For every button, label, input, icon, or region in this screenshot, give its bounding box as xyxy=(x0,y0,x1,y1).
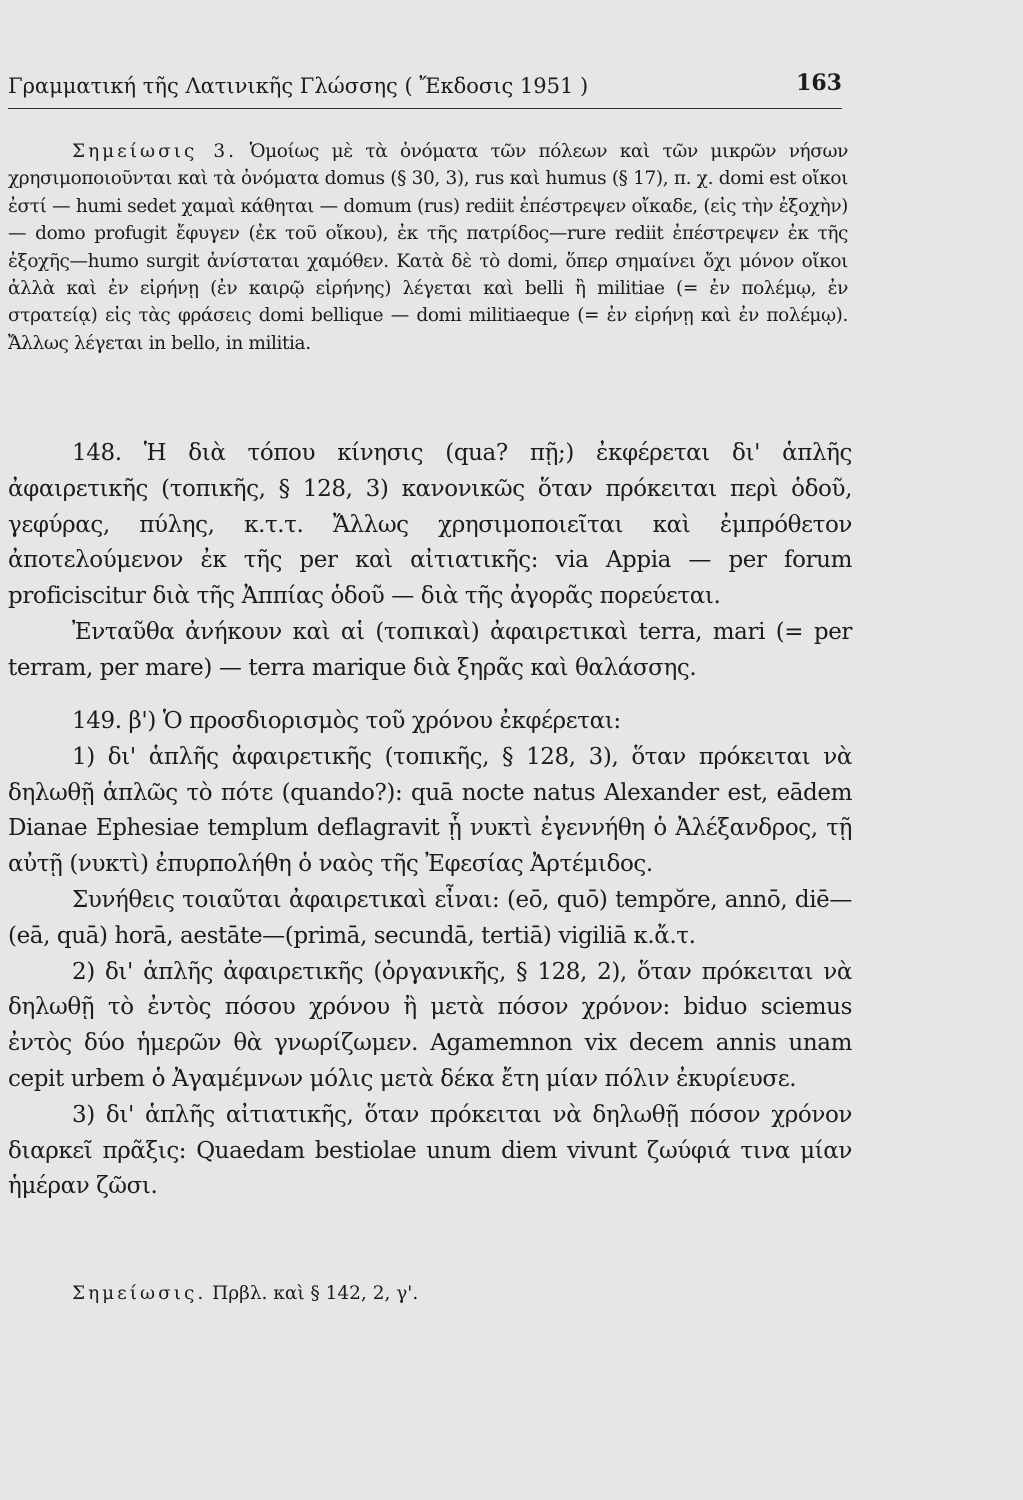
section-149-point-2: 2) δι' ἁπλῆς ἀφαιρετικῆς (ὀργανικῆς, § 128, 2), ὅταν πρόκειται νὰ δηλωθῇ τὸ ἐντὸς πόσου χρόνου ἢ μετὰ πόσον χρόνον: biduo sciemus ἐντὸς δύο ἡμερῶν θὰ γνωρίζωμεν. Agamemnon vix decem annis unam cepit urbem ὁ Ἀγαμέμνων μόλις μετὰ δέκα ἔτη μίαν πόλιν ἐκυρίευσε. xyxy=(8,958,852,1092)
note-3-text: Ὁμοίως μὲ τὰ ὀνόματα τῶν πόλεων καὶ τῶν μικρῶν νήσων χρησιμοποιοῦνται καὶ τὰ ὀνόματα domus (§ 30, 3), rus καὶ humus (§ 17), π. χ. domi est οἴκοι ἐστί — humi sedet χαμαὶ κάθηται — domum (rus) rediit ἐπέστρεψεν οἴκαδε, (εἰς τὴν ἐξοχὴν) — domo profugit ἔφυγεν (ἐκ τοῦ οἴκου), ἐκ τῆς πατρίδος—rure rediit ἐπέστρεψεν ἐκ τῆς ἐξοχῆς—humo surgit ἀνίσταται χαμόθεν. Κατὰ δὲ τὸ domi, ὅπερ σημαίνει ὄχι μόνον οἴκοι ἀλλὰ καὶ ἐν εἰρήνῃ (ἐν καιρῷ εἰρήνης) λέγεται καὶ belli ἢ militiae (= ἐν πολέμῳ, ἐν στρατείᾳ) εἰς τὰς φράσεις domi bellique — domi militiaeque (= ἐν εἰρήνῃ καὶ ἐν πολέμῳ). Ἄλλως λέγεται in bello, in militia. xyxy=(8,141,848,354)
note-3-paragraph xyxy=(8,138,848,357)
page-number: 163 xyxy=(796,70,842,96)
running-title: Γραμματική τῆς Λατινικῆς Γλώσσης ( Ἔκδοσις 1951 ) xyxy=(8,74,589,98)
note-3-block xyxy=(8,138,848,357)
section-148-paragraph-1: 148. Ἡ διὰ τόπου κίνησις (qua? πῇ;) ἐκφέρεται δι' ἁπλῆς ἀφαιρετικῆς (τοπικῆς, § 128, 3) κανονικῶς ὅταν πρόκειται περὶ ὁδοῦ, γεφύρας, πύλης, κ.τ.τ. Ἄλλως χρησιμοποιεῖται καὶ ἐμπρόθετον ἀποτελούμενον ἐκ τῆς per καὶ αἰτιατικῆς: via Appia — per forum proficiscitur διὰ τῆς Ἀππίας ὁδοῦ — διὰ τῆς ἀγορᾶς πορεύεται. xyxy=(8,440,852,610)
final-note-label: Σημείωσις. xyxy=(72,1283,207,1304)
final-note-text: Πρβλ. καὶ § 142, 2, γ'. xyxy=(206,1283,419,1304)
section-149 xyxy=(8,704,852,1205)
section-149-intro: 149. β') Ὁ προσδιορισμὸς τοῦ χρόνου ἐκφέρεται: xyxy=(72,708,621,734)
running-header xyxy=(8,62,842,109)
final-note xyxy=(8,1280,848,1307)
section-148-paragraph-2: Ἐνταῦθα ἀνήκουν καὶ αἱ (τοπικαὶ) ἀφαιρετικαὶ terra, mari (= per terram, per mare) — terra marique διὰ ξηρᾶς καὶ θαλάσσης. xyxy=(8,618,852,681)
section-149-point-3: 3) δι' ἁπλῆς αἰτιατικῆς, ὅταν πρόκειται νὰ δηλωθῇ πόσον χρόνον διαρκεῖ πρᾶξις: Quaedam bestiolae unum diem vivunt ζωύφιά τινα μίαν ἡμέραν ζῶσι. xyxy=(8,1101,852,1200)
final-note-paragraph xyxy=(8,1280,848,1307)
section-149-point-1: 1) δι' ἁπλῆς ἀφαιρετικῆς (τοπικῆς, § 128, 3), ὅταν πρόκειται νὰ δηλωθῇ ἁπλῶς τὸ πότε (quando?): quā nocte natus Alexander est, eādem Dianae Ephesiae templum deflagravit ᾗ νυκτὶ ἐγεννήθη ὁ Ἀλέξανδρος, τῇ αὐτῇ (νυκτὶ) ἐπυρπολήθη ὁ ναὸς τῆς Ἐφεσίας Ἀρτέμιδος. xyxy=(8,743,852,878)
section-149-point-1-note: Συνήθεις τοιαῦται ἀφαιρετικαὶ εἶναι: (eō, quō) tempŏre, annō, diē—(eā, quā) horā, aestāte—(primā, secundā, tertiā) vigiliā κ.ἄ.τ. xyxy=(8,886,852,949)
section-148 xyxy=(8,436,852,687)
note-3-label: Σημείωσις 3. xyxy=(72,141,238,162)
